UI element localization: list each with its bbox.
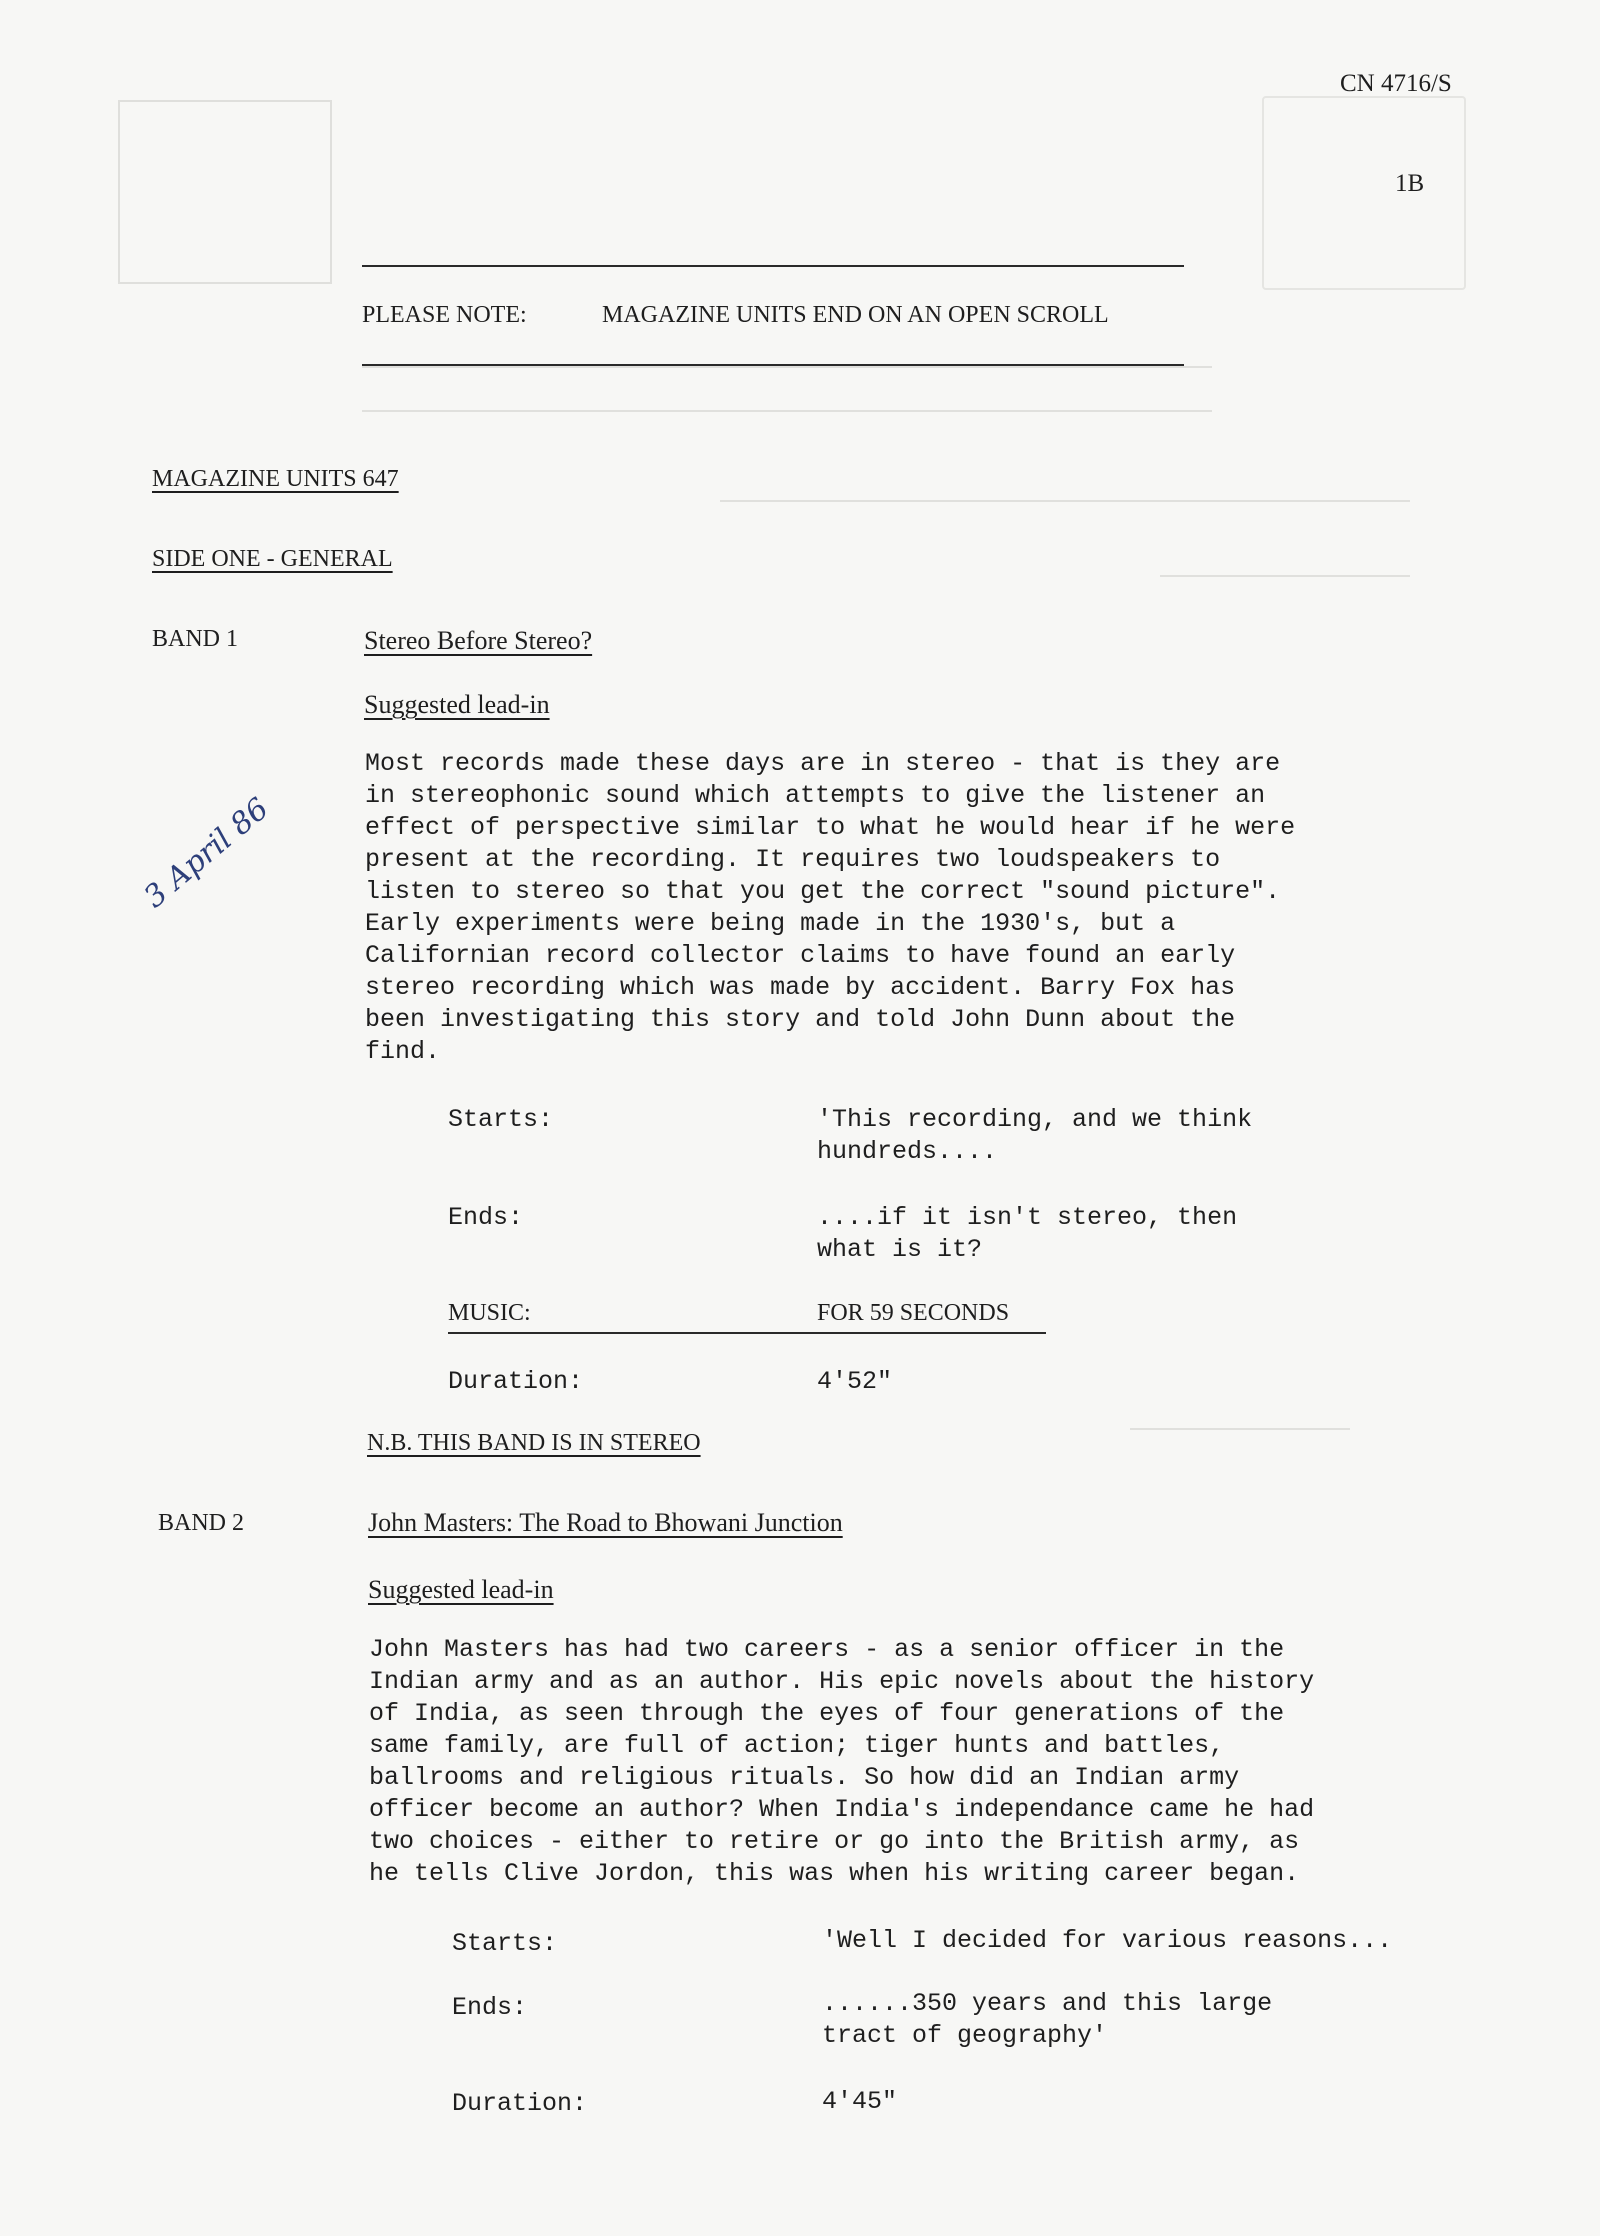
leadin-line: Most records made these days are in stereo - that is they are <box>365 749 1281 778</box>
starts-line: hundreds.... <box>817 1137 998 1166</box>
unit-title: MAGAZINE UNITS 647 <box>152 466 399 492</box>
band-2-ends-label: Ends: <box>452 1993 528 2022</box>
band-2-duration-label: Duration: <box>452 2089 588 2118</box>
band-2-title: John Masters: The Road to Bhowani Junction <box>368 1508 843 1537</box>
bottom-rule <box>362 364 1184 366</box>
leadin-line: he tells Clive Jordon, this was when his writing career began. <box>369 1859 1300 1888</box>
ghost-rule <box>362 410 1212 412</box>
band-1-ends-value <box>817 1202 1237 1266</box>
band-1-starts-label: Starts: <box>448 1105 554 1134</box>
band-1-title: Stereo Before Stereo? <box>364 626 593 655</box>
leadin-line: officer become an author? When India's independance came he had <box>369 1795 1315 1824</box>
leadin-line: two choices - either to retire or go into the British army, as <box>369 1827 1300 1856</box>
leadin-line: present at the recording. It requires two loudspeakers to <box>365 845 1221 874</box>
band-2-leadin-label: Suggested lead-in <box>368 1575 554 1604</box>
band-2-duration-value: 4'45" <box>822 2087 898 2116</box>
note-text: MAGAZINE UNITS END ON AN OPEN SCROLL <box>602 302 1109 328</box>
leadin-line: John Masters has had two careers - as a senior officer in the <box>369 1635 1285 1664</box>
leadin-line: listen to stereo so that you get the correct "sound picture". <box>365 877 1281 906</box>
starts-line: 'Well I decided for various reasons... <box>822 1926 1393 1955</box>
band-1-starts-value <box>817 1104 1252 1168</box>
leadin-line: of India, as seen through the eyes of four generations of the <box>369 1699 1285 1728</box>
ends-line: what is it? <box>817 1235 983 1264</box>
band-2-leadin-text <box>369 1634 1314 1890</box>
ghost-rule <box>1160 575 1410 577</box>
band-2-ends-value <box>822 1988 1272 2052</box>
side-title: SIDE ONE - GENERAL <box>152 546 393 572</box>
band-1-leadin-label: Suggested lead-in <box>364 690 550 719</box>
leadin-line: been investigating this story and told John Dunn about the <box>365 1005 1236 1034</box>
ghost-logo-stamp <box>1262 96 1466 290</box>
band-2-starts-value <box>822 1925 1392 1957</box>
band-1-leadin-text <box>365 748 1295 1068</box>
band-1-music-value: FOR 59 SECONDS <box>817 1300 1010 1326</box>
leadin-line: stereo recording which was made by accident. Barry Fox has <box>365 973 1236 1002</box>
ghost-rule <box>1130 1428 1350 1430</box>
leadin-line: ballrooms and religious rituals. So how did an Indian army <box>369 1763 1240 1792</box>
ghost-rule <box>362 366 1212 368</box>
band-1-music-label: MUSIC: <box>448 1300 531 1326</box>
leadin-line: Californian record collector claims to have found an early <box>365 941 1236 970</box>
reference-code: CN 4716/S <box>1340 70 1452 97</box>
band-1-label: BAND 1 <box>152 626 239 652</box>
band-1-duration-label: Duration: <box>448 1367 584 1396</box>
leadin-line: find. <box>365 1037 441 1066</box>
band-1-ends-label: Ends: <box>448 1203 524 1232</box>
music-underline <box>448 1332 1046 1334</box>
leadin-line: same family, are full of action; tiger hunts and battles, <box>369 1731 1225 1760</box>
top-rule <box>362 265 1184 267</box>
note-label: PLEASE NOTE: <box>362 302 527 328</box>
leadin-line: Indian army and as an author. His epic novels about the history <box>369 1667 1315 1696</box>
ghost-rule <box>720 500 1410 502</box>
leadin-line: in stereophonic sound which attempts to give the listener an <box>365 781 1266 810</box>
ends-line: ......350 years and this large <box>822 1989 1273 2018</box>
page-number: 1B <box>1395 170 1425 197</box>
leadin-line: Early experiments were being made in the 1930's, but a <box>365 909 1176 938</box>
ends-line: tract of geography' <box>822 2021 1108 2050</box>
band-2-label: BAND 2 <box>158 1510 245 1536</box>
band-2-starts-label: Starts: <box>452 1929 558 1958</box>
starts-line: 'This recording, and we think <box>817 1105 1253 1134</box>
ghost-stamp-box <box>118 100 332 284</box>
band-1-duration-value: 4'52" <box>817 1367 893 1396</box>
handwritten-date: 3 April 86 <box>137 791 276 915</box>
ends-line: ....if it isn't stereo, then <box>817 1203 1238 1232</box>
band-1-stereo-note: N.B. THIS BAND IS IN STEREO <box>367 1430 701 1456</box>
leadin-line: effect of perspective similar to what he would hear if he were <box>365 813 1296 842</box>
